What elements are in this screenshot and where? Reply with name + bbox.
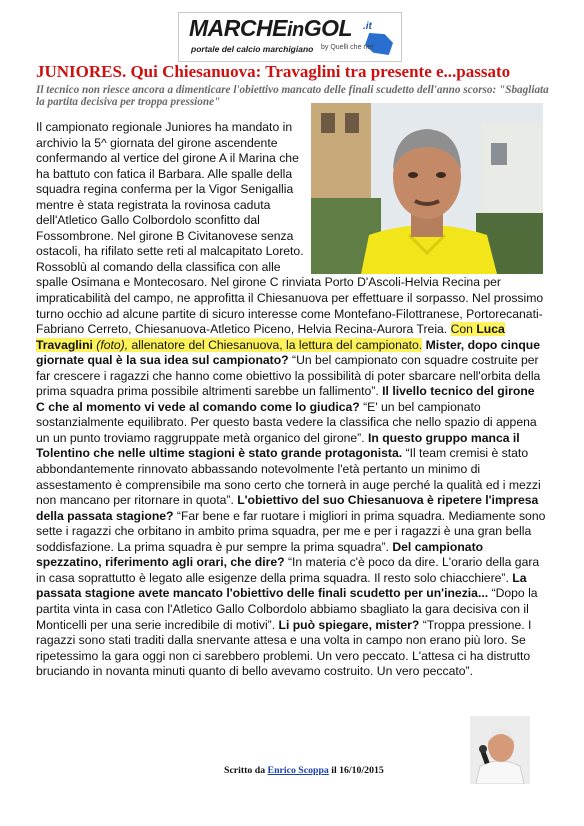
question: Il livello tecnico del girone C che al momento vi vede al comando come lo giudica? — [36, 384, 535, 414]
photo-spacer — [306, 120, 546, 275]
question: Del campionato spezzatino, riferimento agli orari, che dire? — [36, 539, 484, 570]
question: Li può spiegare, mister? — [278, 617, 420, 632]
foto-ref: (foto), — [96, 337, 129, 352]
author-photo-illustration — [470, 716, 530, 784]
logo-by: by Quelli che net — [321, 44, 374, 51]
site-logo[interactable] — [178, 12, 402, 62]
logo-tld: .it — [363, 21, 372, 32]
answer: “Un bel campionato con squadre costruite per far crescere i ragazzi che hanno come obiettivo la possibilità di poter sbarcare nell'orbita della prima squadra prima possibile altrimenti sarebbe un fallimento”. — [36, 353, 541, 399]
answer: “Troppa pressione. I ragazzi sono stati traditi dalla snervante attesa e una volta in campo non erano più loro. Se ripetessimo la gara oggi non ci sarebbero problemi. Un vero peccato. L'attesa ci ha distrutto bruciando in novanta minuti quanto di bello avevamo costruito. Un vero peccato”. — [36, 617, 532, 679]
article-subhead: Il tecnico non riesce ancora a dimenticare l'obiettivo mancato delle finali scudetto dell'anno scorso: "Sbagliata la partita decisiva per troppa pressione" — [36, 84, 549, 108]
logo-wordmark: MARCHEinGOL — [189, 15, 353, 41]
question: L'obiettivo del suo Chiesanuova è ripetere l'impresa della passata stagione? — [36, 493, 539, 523]
article-credit: Scritto da Enrico Scoppa il 16/10/2015 — [224, 765, 384, 776]
answer: “Il team cremisi è stato abbondantemente rinnovato abbassando notevolmente l'età pertanto un minimo di assestamento è comprensibile ma sono certo che tornerà in auge perché la qualità ed i mezzi non mancano per ritornare in quota”. — [36, 446, 541, 508]
answer: “E' un bel campionato sostanzialmente equilibrato. Per questo basta vedere la classifica che nello spazio di appena un un punto troviamo raggruppate metà organico del girone”. — [36, 399, 537, 445]
author-photo — [470, 716, 530, 784]
answer: “Dopo la partita vinta in casa con l'Atletico Gallo Colbordolo abbiamo sbagliato la gara decisiva con il Monticelli per una serie incredibile di motivi”. — [36, 586, 538, 632]
highlight-intro: Con Luca Travaglini (foto), allenatore del Chiesanuova, la lettura del campionato. — [36, 322, 505, 352]
question: In questo gruppo manca il Tolentino che nelle ultime stagioni è stato grande protagonista. — [36, 430, 520, 461]
article-headline: JUNIORES. Qui Chiesanuova: Travaglini tra presente e...passato — [36, 62, 511, 81]
paragraph-intro: Il campionato regionale Juniores ha mandato in archivio la 5^ giornata del girone ascendente confermando al vertice del girone A il Marina che ha battuto con fatica il Barbara. Alle spalle della squadra regina conferma per la Vigor Senigallia mentre è stata registrata la rovinosa caduta dell'Atletico Gallo Colbordolo sconfitto dal Fossombrone. Nel girone B Civitanovese senza ostacoli, ha rifilato sette reti al malcapitato Loreto. Rossoblù al comando della classifica con alle spalle Osimana e Montecosaro. Nel girone C rinviata Porto D'Ascoli-Helvia Recina per impraticabilità del campo, ne approfitta il Chiesanuova per effettuare il sorpasso. Nel prossimo turno occhio ad alcune partite di sicuro interesse come Montefano-Filottranese, Portorecanati-Fabriano Cerreto, Chiesanuova-Atletico Piceno, Helvia Recina-Aurora Treia. — [36, 120, 544, 337]
article-body — [36, 120, 546, 680]
author-link[interactable]: Enrico Scoppa — [267, 765, 329, 776]
logo-tagline: portale del calcio marchigiano — [191, 44, 314, 54]
coach-name: Luca Travaglini — [36, 322, 505, 352]
answer: “In materia c'è poco da dire. L'orario della gara in casa soprattutto è legato alle esigenze della prima squadra. Il resto solo chiacchiere”. — [36, 555, 540, 585]
question: La passata stagione avete mancato l'obiettivo delle finali scudetto per un'inezia... — [36, 570, 527, 601]
question: Mister, dopo cinque giornate qual è la sua idea sul campionato? — [36, 337, 541, 368]
answer: “Far bene e far ruotare i migliori in prima squadra. Mediamente sono sette i ragazzi che orbitano in ambito prima squadra, per me e per i ragazzi è una gran bella soddisfazione. La prima squadra è pur sempre la prima squadra”. — [36, 508, 546, 554]
